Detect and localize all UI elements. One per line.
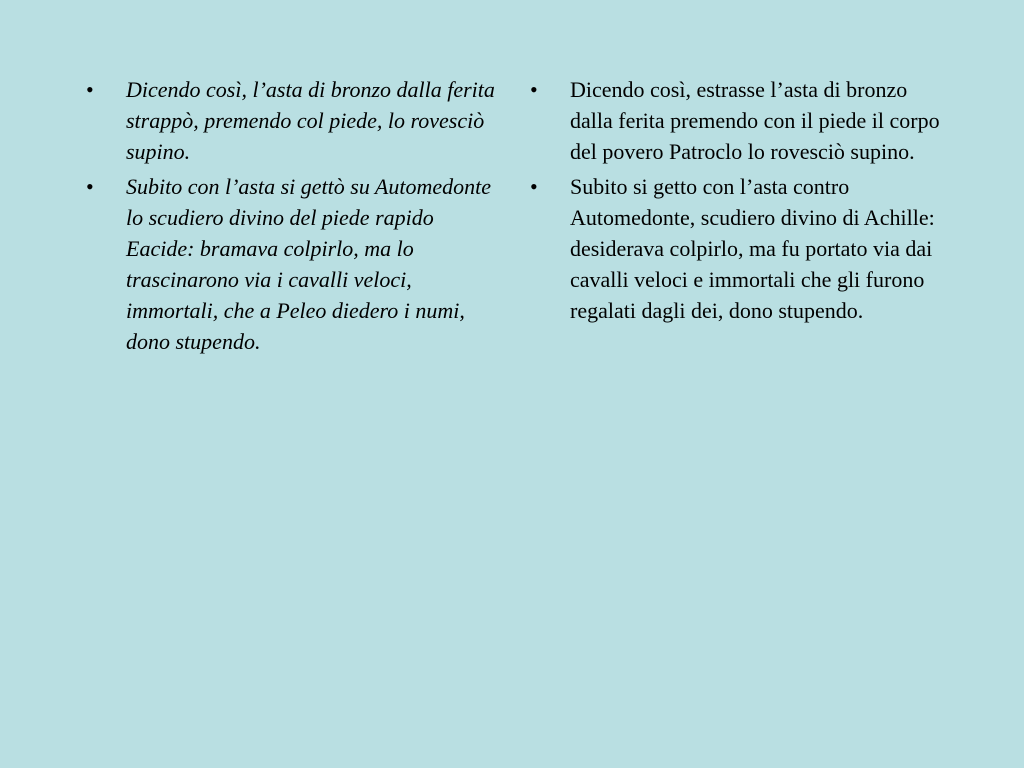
- bullet-icon: •: [530, 77, 538, 102]
- left-list-item-2: [86, 171, 502, 357]
- right-item-2-text: Subito si getto con l’asta contro Automedonte, scudiero divino di Achille: desiderava colpirlo, ma fu portato via dai cavalli veloci e immortali che gli furono regalati dagli dei, dono stupendo.: [570, 174, 935, 323]
- left-list-item-1: [86, 74, 502, 167]
- bullet-icon: •: [86, 174, 94, 199]
- bullet-icon: •: [86, 77, 94, 102]
- left-item-2-text: Subito con l’asta si gettò su Automedonte lo scudiero divino del piede rapido Eacide: bramava colpirlo, ma lo trascinarono via i cavalli veloci, immortali, che a Peleo diedero i numi, dono stupendo.: [126, 174, 492, 354]
- left-item-1-text: Dicendo così, l’asta di bronzo dalla ferita strappò, premendo col piede, lo rovesciò supino.: [126, 77, 495, 164]
- right-list-item-1: [530, 74, 940, 167]
- left-column-bullet-list: [86, 74, 502, 361]
- right-list-item-2: [530, 171, 940, 326]
- right-column-bullet-list: [530, 74, 940, 330]
- bullet-icon: •: [530, 174, 538, 199]
- right-item-1-text: Dicendo così, estrasse l’asta di bronzo dalla ferita premendo con il piede il corpo del povero Patroclo lo rovesciò supino.: [570, 77, 940, 164]
